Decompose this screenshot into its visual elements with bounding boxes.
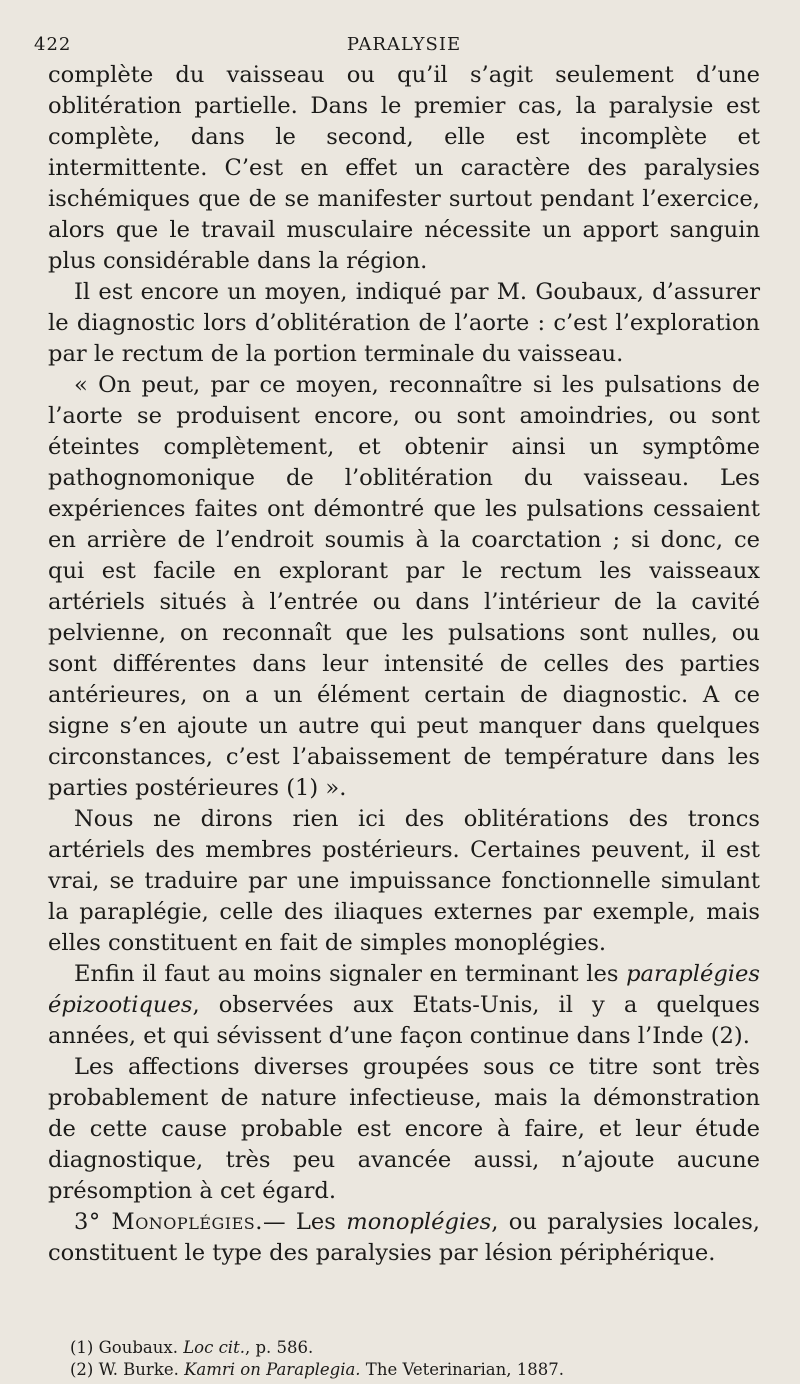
paragraph <box>48 277 760 370</box>
page-number: 422 <box>34 34 72 55</box>
section-title: 3° Monoplégies. <box>74 1209 263 1235</box>
italic-text: Loc cit. <box>183 1338 245 1357</box>
text-run: (1) Goubaux. <box>70 1338 184 1357</box>
italic-text: monoplégies <box>346 1209 492 1235</box>
text-run: complète du vaisseau ou qu’il s’agit seulement d’une oblitération partielle. Dans le premier cas, la paralysie est complète, dans le second, elle est incomplète et intermittente. C’est en effet un caractère des paralysies ischémiques que de se manifester surtout pendant l’exercice, alors que le travail musculaire nécessite un apport sanguin plus considérable dans la région. <box>48 62 760 274</box>
text-run: , observées aux Etats-Unis, il y a quelques années, et qui sévissent d’une façon continue dans l’Inde (2). <box>48 992 760 1049</box>
text-run: Les affections diverses groupées sous ce titre sont très probablement de nature infectieuse, mais la démonstration de cette cause probable est encore à faire, et leur étude diagnostique, très peu avancée aussi, n’ajoute aucune présomption à cet égard. <box>48 1054 760 1204</box>
italic-text: Kamri on Paraplegia. <box>184 1360 361 1379</box>
text-run: Nous ne dirons rien ici des oblitérations des troncs artériels des membres postérieurs. Certaines peuvent, il est vrai, se traduire par une impuissance fonctionnelle simulant la paraplégie, celle des iliaques externes par exemple, mais elles constituent en fait de simples monoplégies. <box>48 806 760 956</box>
paragraph <box>48 370 760 804</box>
text-run: « On peut, par ce moyen, reconnaître si les pulsations de l’aorte se produisent encore, ou sont amoindries, ou sont éteintes complètement, et obtenir ainsi un symptôme pathognomonique de l’oblitération du vaisseau. Les expériences faites ont démontré que les pulsations cessaient en arrière de l’endroit soumis à la coarctation ; si donc, ce qui est facile en explorant par le rectum les vaisseaux artériels situés à l’entrée ou dans l’intérieur de la cavité pelvienne, on reconnaît que les pulsations sont nulles, ou sont différentes dans leur intensité de celles des parties antérieures, on a un élément certain de diagnostic. A ce signe s’en ajoute un autre qui peut manquer dans quelques circonstances, c’est l’abaissement de température dans les parties postérieures (1) ». <box>48 372 760 801</box>
paragraph <box>48 959 760 1052</box>
paragraph <box>48 1052 760 1207</box>
text-run: Enfin il faut au moins signaler en terminant les <box>74 961 627 987</box>
text-run: — Les <box>262 1209 347 1235</box>
footnote <box>48 1359 760 1381</box>
italic-text: paraplégies épizootiques <box>48 961 760 1018</box>
text-run: , ou paralysies locales, constituent le type des paralysies par lésion périphérique. <box>48 1209 760 1266</box>
running-head <box>34 30 760 60</box>
paragraph <box>48 60 760 277</box>
paragraph <box>48 804 760 959</box>
footnote <box>48 1337 760 1359</box>
text-run: , p. 586. <box>244 1338 314 1357</box>
section-heading-paragraph <box>48 1207 760 1269</box>
footnotes <box>48 1337 760 1381</box>
body-text <box>48 60 760 1269</box>
text-run: The Veterinarian, 1887. <box>360 1360 564 1379</box>
text-run: (2) W. Burke. <box>70 1360 185 1379</box>
running-title: PARALYSIE <box>346 34 462 55</box>
text-run: Il est encore un moyen, indiqué par M. Goubaux, d’assurer le diagnostic lors d’oblitération de l’aorte : c’est l’exploration par le rectum de la portion terminale du vaisseau. <box>48 279 760 367</box>
